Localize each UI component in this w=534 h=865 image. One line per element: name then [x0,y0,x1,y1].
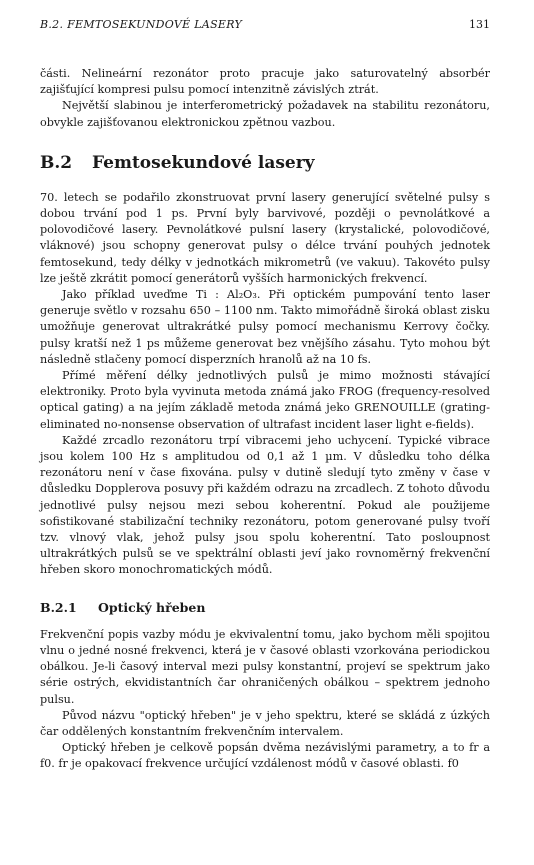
subsection-paragraph-2: Původ názvu "optický hřeben" je v jeho spektru, které se skládá z úzkých čar oddělených konstantním frekvenčním intervalem. [40,708,490,738]
section-paragraph-3: Přímé měření délky jednotlivých pulsů je mimo možnosti stávající elektroniky. Proto byla vyvinuta metoda známá jako FROG (frequency-resolved optical gating) a na jejím základě metoda známá jeko GRENOUILLE (grating-eliminated no-nonsense observation of ultrafast incident laser light e-fields). [40,369,490,431]
subsection-title: Optický hřeben [98,599,206,615]
intro-paragraph-2: Největší slabinou je interferometrický požadavek na stabilitu rezonátoru, obvykle zajišťovanou elektronickou zpětnou vazbou. [40,99,490,129]
section-paragraph-2: Jako příklad uveďme Ti : Al₂O₃. Při optickém pumpování tento laser generuje světlo v rozsahu 650 – 1100 nm. Takto mimořádně široká oblast zisku umožňuje generovat ultrakrátké pulsy pomocí mechanismu Kerrovy čočky. pulsy kratší než 1 ps můžeme generovat bez vnějšího zásahu. Tyto mohou být následně stlačeny pomocí disperzních hranolů až na 10 fs. [40,288,490,366]
running-title: B.2. FEMTOSEKUNDOVÉ LASERY [40,18,243,31]
subsection-number: B.2.1 [40,599,77,615]
subsection-paragraph-3: Optický hřeben je celkově popsán dvěma nezávislými parametry, a to fr a f0. fr je opakovací frekvence určující vzdálenost módů v časové oblasti. f0 [40,741,490,771]
document-page [40,18,490,773]
section-heading [40,153,490,173]
section-paragraph-4: Každé zrcadlo rezonátoru trpí vibracemi jeho uchycení. Typické vibrace jsou kolem 100 Hz s amplitudou od 0,1 až 1 µm. V důsledku toho délka rezonátoru není v čase fixována. pulsy v dutině sledují tyto změny v čase v důsledku Dopplerova posuvy při každém odrazu na zrcadlech. Z tohoto důvodu jednotlivé pulsy nejsou mezi sebou koherentní. Pokud ale použijeme sofistikované stabilizační techniky rezonátoru, potom generované pulsy tvoří tzv. vlnový vlak, jehož pulsy jsou spolu koherentní. Tato posloupnost ultrakrátkých pulsů se ve spektrální oblasti jeví jako rovnoměrný frekvenční hřeben skoro monochromatických módů. [40,433,490,577]
subsection-paragraph-1: Frekvenční popis vazby módu je ekvivalentní tomu, jako bychom měli spojitou vlnu o jedné nosné frekvenci, která je v časové oblasti vzorkována periodickou obálkou. Je-li časový interval mezi pulsy konstantní, projeví se spektrum jako série ostrých, ekvidistantních čar ohraničených obálkou – spektrem jednoho pulsu. [40,627,490,706]
page-number: 131 [469,18,490,31]
section-number: B.2 [40,152,73,173]
section-title: Femtosekundové lasery [92,152,315,173]
section-paragraph-1: 70. letech se podařilo zkonstruovat první lasery generující světelné pulsy s dobou trvání pod 1 ps. První byly barvivové, později o pevnolátkové a polovodičové lasery. Pevnolátkové pulsní lasery (krystalické, polovodičové, vláknové) jsou schopny generovat pulsy o délce trvání pouhých jednotek femtosekund, tedy délky v jednotkách mikrometrů (ve vakuu). Takovéto pulsy lze ještě zkrátit pomocí generátorů vyšších harmonických frekvencí. [40,190,490,285]
running-header [40,18,490,34]
subsection-heading [40,600,490,616]
intro-paragraph-1: části. Nelineární rezonátor proto pracuje jako saturovatelný absorbér zajišťující kompresi pulsu pomocí intenzitně závislých ztrát. [40,67,490,97]
